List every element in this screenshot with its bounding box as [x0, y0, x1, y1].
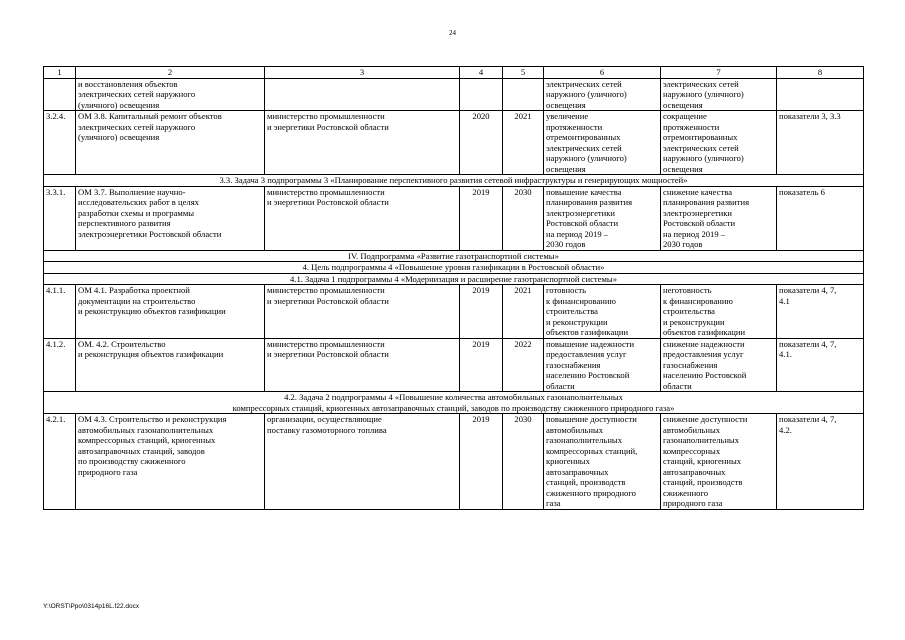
column-header: 8 [777, 67, 864, 79]
measure-name: ОМ 3.7. Выполнение научно- исследовательских работ в целях разработки схемы и программы перспективного развития электроэнергетики Ростовской области [76, 186, 265, 250]
column-header: 3 [265, 67, 460, 79]
table-row [44, 78, 864, 111]
table-row [44, 285, 864, 339]
table-row [44, 186, 864, 250]
table-row [44, 111, 864, 175]
start-year: 2020 [460, 111, 503, 175]
executor: министерство промышленности и энергетики Ростовской области [265, 285, 460, 339]
consequences: снижение надежности предоставления услуг газоснабжения населению Ростовской области [661, 338, 777, 392]
column-header: 4 [460, 67, 503, 79]
executor: организации, осуществляющие поставку газомоторного топлива [265, 414, 460, 510]
end-year: 2030 [503, 186, 544, 250]
indicators [777, 78, 864, 111]
section-row [44, 262, 864, 274]
start-year [460, 78, 503, 111]
expected-result: повышение надежности предоставления услуг газоснабжения населению Ростовской области [544, 338, 661, 392]
consequences: снижение качества планирования развития электроэнергетики Ростовской области на период 2019 – 2030 годов [661, 186, 777, 250]
section-heading: 3.3. Задача 3 подпрограммы 3 «Планирование перспективного развития сетевой инфраструктуры и генерирующих мощностей» [44, 175, 864, 187]
measures-table [43, 66, 864, 510]
row-number: 3.2.4. [44, 111, 76, 175]
goal-heading: 4. Цель подпрограммы 4 «Повышение уровня газификации в Ростовской области» [44, 262, 864, 274]
consequences: сокращение протяженности отремонтированных электрических сетей наружного (уличного) освещения [661, 111, 777, 175]
expected-result: готовность к финансированию строительства и реконструкции объектов газификации [544, 285, 661, 339]
end-year [503, 78, 544, 111]
column-header: 6 [544, 67, 661, 79]
row-number: 3.3.1. [44, 186, 76, 250]
consequences: неготовность к финансированию строительства и реконструкции объектов газификации [661, 285, 777, 339]
executor: министерство промышленности и энергетики Ростовской области [265, 186, 460, 250]
end-year: 2021 [503, 285, 544, 339]
indicators: показатели 4, 7, 4.1. [777, 338, 864, 392]
column-header: 7 [661, 67, 777, 79]
section-heading: 4.1. Задача 1 подпрограммы 4 «Модернизация и расширение газотранспортной системы» [44, 273, 864, 285]
executor: министерство промышленности и энергетики Ростовской области [265, 111, 460, 175]
column-header: 5 [503, 67, 544, 79]
file-path-footer: Y:\ORST\Ppo\0314p16L.f22.docx [43, 603, 140, 610]
column-number-row [44, 67, 864, 79]
start-year: 2019 [460, 186, 503, 250]
expected-result: увеличение протяженности отремонтированных электрических сетей наружного (уличного) освещения [544, 111, 661, 175]
page-number: 24 [449, 29, 456, 37]
indicators: показатели 3, 3.3 [777, 111, 864, 175]
measure-name: ОМ 4.3. Строительство и реконструкция автомобильных газонаполнительных компрессорных станций, криогенных автозаправочных станций, заводов по производству сжиженного природного газа [76, 414, 265, 510]
start-year: 2019 [460, 338, 503, 392]
row-number: 4.1.1. [44, 285, 76, 339]
expected-result: электрических сетей наружного (уличного) освещения [544, 78, 661, 111]
table-row [44, 414, 864, 510]
consequences: снижение доступности автомобильных газонаполнительных компрессорных станций, криогенных автозаправочных станций, производств сжиженного природного газа [661, 414, 777, 510]
row-number: 4.1.2. [44, 338, 76, 392]
row-number [44, 78, 76, 111]
section-heading: 4.2. Задача 2 подпрограммы 4 «Повышение количества автомобильных газонаполнительных компрессорных станций, криогенных автозаправочных станций, заводов по производству сжиженного природного газа» [44, 392, 864, 414]
indicators: показатели 4, 7, 4.1 [777, 285, 864, 339]
indicators: показатель 6 [777, 186, 864, 250]
end-year: 2022 [503, 338, 544, 392]
end-year: 2021 [503, 111, 544, 175]
executor: министерство промышленности и энергетики Ростовской области [265, 338, 460, 392]
subprogram-heading: IV. Подпрограмма «Развитие газотранспортной системы» [44, 250, 864, 262]
start-year: 2019 [460, 414, 503, 510]
measure-name: ОМ 4.1. Разработка проектной документации на строительство и реконструкцию объектов газификации [76, 285, 265, 339]
section-row [44, 175, 864, 187]
section-row [44, 273, 864, 285]
section-row [44, 392, 864, 414]
row-number: 4.2.1. [44, 414, 76, 510]
table-row [44, 338, 864, 392]
section-row [44, 250, 864, 262]
measure-name: ОМ 3.8. Капитальный ремонт объектов электрических сетей наружного (уличного) освещения [76, 111, 265, 175]
indicators: показатели 4, 7, 4.2. [777, 414, 864, 510]
column-header: 1 [44, 67, 76, 79]
column-header: 2 [76, 67, 265, 79]
start-year: 2019 [460, 285, 503, 339]
executor [265, 78, 460, 111]
expected-result: повышение доступности автомобильных газонаполнительных компрессорных станций, криогенных автозаправочных станций, производств сжиженного природного газа [544, 414, 661, 510]
measure-name: и восстановления объектов электрических сетей наружного (уличного) освещения [76, 78, 265, 111]
consequences: электрических сетей наружного (уличного) освещения [661, 78, 777, 111]
measure-name: ОМ. 4.2. Строительство и реконструкция объектов газификации [76, 338, 265, 392]
end-year: 2030 [503, 414, 544, 510]
expected-result: повышение качества планирования развития электроэнергетики Ростовской области на период 2019 – 2030 годов [544, 186, 661, 250]
